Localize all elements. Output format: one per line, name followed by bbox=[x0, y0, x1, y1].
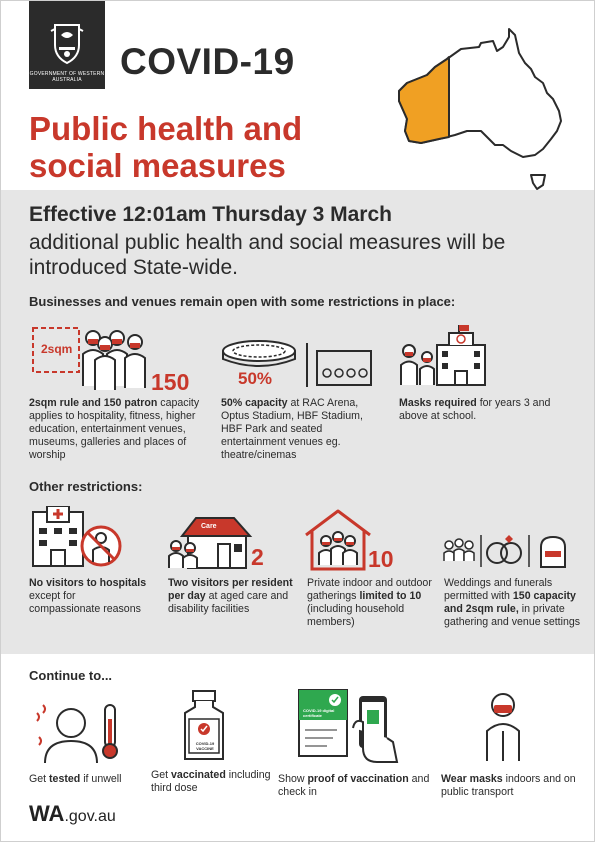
business-item-1-caption bbox=[29, 397, 214, 462]
continue-item-2-text: including third dose bbox=[151, 769, 271, 794]
continue-item-4-bold: Wear masks bbox=[441, 773, 503, 785]
business-item-3-bold: Masks required bbox=[399, 397, 477, 409]
wa-gov-logo[interactable] bbox=[29, 801, 116, 827]
continue-item-3-text: and check in bbox=[278, 773, 430, 798]
school-mask-icon bbox=[399, 323, 489, 389]
business-item-1-text: capacity applies to hospitality, fitness, higher education, entertainment venues, museums, galleries and places of worship bbox=[29, 397, 200, 461]
continue-heading: Continue to... bbox=[29, 668, 113, 683]
weddings-funerals-icon bbox=[443, 531, 573, 569]
other-item-3-bold: limited to 10 bbox=[359, 590, 422, 602]
other-item-1-caption bbox=[29, 577, 149, 616]
50-percent-number: 50% bbox=[238, 369, 273, 388]
2sqm-badge: 2sqm bbox=[41, 342, 73, 356]
ten-gathering-number: 10 bbox=[368, 546, 394, 572]
continue-item-2-bold: vaccinated bbox=[171, 769, 226, 781]
other-item-1-text: except for compassionate reasons bbox=[29, 590, 141, 615]
intro-text: additional public health and social measures will be introduced State-wide. bbox=[29, 231, 506, 279]
business-item-1-bold: 2sqm rule and 150 patron bbox=[29, 397, 158, 409]
business-item-2-bold: 50% capacity bbox=[221, 397, 288, 409]
other-item-3-text: (including household members) bbox=[307, 603, 405, 628]
continue-item-3-caption bbox=[278, 773, 438, 799]
business-item-2-caption bbox=[221, 397, 386, 462]
continue-item-3-pre: Show bbox=[278, 773, 305, 785]
continue-item-4-text: indoors and on public transport bbox=[441, 773, 576, 798]
other-item-3-pre: Private indoor and outdoor gatherings bbox=[307, 577, 432, 602]
no-hospital-visitors-icon bbox=[31, 506, 126, 568]
private-gathering-house-icon bbox=[304, 509, 374, 571]
continue-item-2-caption bbox=[151, 769, 271, 795]
other-restrictions-heading: Other restrictions: bbox=[29, 479, 143, 494]
certificate-label: COVID-19 digital certificate bbox=[303, 708, 335, 718]
wa-government-crest bbox=[29, 1, 105, 89]
two-visitors-number: 2 bbox=[251, 544, 264, 570]
effective-date: Effective 12:01am Thursday 3 March bbox=[29, 203, 392, 226]
logo-suffix: .gov.au bbox=[64, 808, 116, 825]
crest-text: GOVERNMENT OF WESTERN AUSTRALIA bbox=[29, 71, 105, 83]
continue-item-1-caption bbox=[29, 773, 159, 786]
other-item-3-caption bbox=[307, 577, 432, 629]
other-item-2-bold: Two visitors per resident per day bbox=[168, 577, 293, 602]
digital-certificate-phone-icon bbox=[297, 688, 401, 764]
other-item-1-bold: No visitors to hospitals bbox=[29, 577, 147, 589]
australia-map-icon bbox=[397, 27, 572, 197]
thermometer-test-icon bbox=[35, 703, 121, 763]
continue-item-3-bold: proof of vaccination bbox=[307, 773, 409, 785]
page-subtitle: Public health and social measures bbox=[29, 110, 303, 184]
business-item-3-caption bbox=[399, 397, 579, 423]
vial-label: COVID-19 VACCINE bbox=[195, 741, 215, 751]
business-item-3-text: for years 3 and above at school. bbox=[399, 397, 551, 422]
150-patrons-number: 150 bbox=[151, 369, 190, 395]
continue-item-4-caption bbox=[441, 773, 591, 799]
other-item-2-caption bbox=[168, 577, 293, 616]
other-item-2-text: at aged care and disability facilities bbox=[168, 590, 289, 615]
logo-main: WA bbox=[29, 801, 65, 826]
business-item-2-text: at RAC Arena, Optus Stadium, HBF Stadium, HBF Park and seated entertainment venues eg. theatre/cinemas bbox=[221, 397, 363, 461]
continue-item-1-bold: tested bbox=[49, 773, 81, 785]
people-distancing-icon bbox=[31, 326, 161, 391]
businesses-heading: Businesses and venues remain open with some restrictions in place: bbox=[29, 294, 456, 309]
care-label: Care bbox=[201, 523, 217, 530]
continue-item-1-text: if unwell bbox=[83, 773, 122, 785]
other-item-4-caption bbox=[444, 577, 584, 629]
page-title: COVID-19 bbox=[120, 41, 295, 82]
wear-mask-icon bbox=[483, 691, 523, 763]
crest-icon bbox=[49, 21, 85, 65]
other-item-4-bold: 150 capacity and 2sqm rule, bbox=[444, 590, 576, 615]
continue-item-1-pre: Get bbox=[29, 773, 47, 785]
continue-item-2-pre: Get bbox=[151, 769, 169, 781]
other-item-4-pre: Weddings and funerals permitted with bbox=[444, 577, 553, 602]
other-item-4-text: in private gathering and venue settings bbox=[444, 603, 581, 628]
